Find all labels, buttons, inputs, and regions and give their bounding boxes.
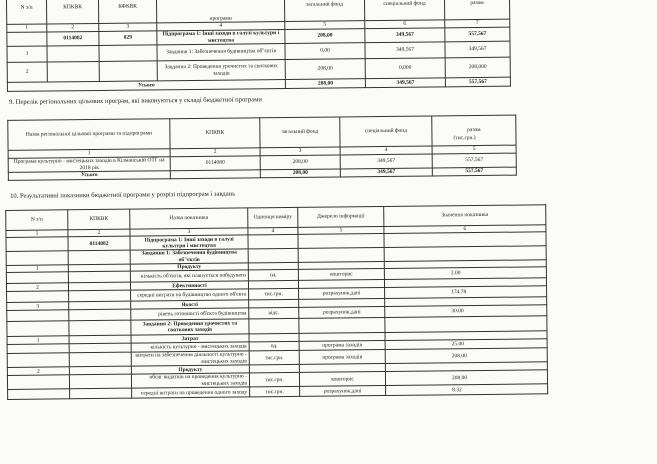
cell-name: Завдання 2: Проведення урочистих та святкових заходів — [131, 319, 249, 335]
col-header-unit: Одиниця виміру — [248, 207, 298, 228]
units-label: (тис.грн.) — [453, 135, 476, 142]
cell-special: 349,567 — [340, 154, 432, 169]
col-number: 6 — [365, 20, 445, 29]
cell-name: середні витрати на проведення одного заходу — [132, 387, 250, 398]
cell-num: 1 — [7, 46, 47, 62]
cell-kpkvk — [69, 320, 131, 336]
cell-num — [7, 321, 69, 337]
cell-name: Завдання 1: Забезпечення будівництва об"єктів — [157, 44, 285, 61]
cell-num: 3 — [7, 302, 69, 311]
cell-value: 2.00 — [384, 267, 546, 280]
cell-num — [6, 272, 68, 284]
cell-unit — [248, 235, 298, 250]
cell-general: 208,00 — [285, 59, 365, 80]
cell-num: 2 — [7, 367, 69, 376]
col-header-general: загальний фонд — [260, 117, 340, 148]
cell-name: Якості — [131, 300, 249, 309]
cell-source: розрахунок.дані — [300, 386, 386, 397]
cell-kpkvk: 0114082 — [47, 31, 99, 46]
col-header-special: спеціальний фонд — [364, 0, 444, 21]
col-header-special: спеціальний фонд — [340, 116, 432, 147]
col-header-kpkvk: КПКВК — [170, 118, 260, 149]
cell-name: кількість культурно - мистецьких заходів — [131, 342, 249, 352]
cell-num — [6, 237, 68, 252]
col-number: 3 — [260, 147, 340, 156]
col-number: 4 — [248, 227, 298, 235]
col-number: 3 — [130, 228, 248, 237]
cell-source: кошторис — [298, 269, 384, 281]
cell-kpkvk — [68, 271, 130, 283]
cell-num — [6, 251, 68, 265]
cell-source: програма заходів — [299, 341, 385, 351]
cell-value: 25.00 — [385, 339, 547, 350]
col-header-general: загальний фонд — [284, 0, 364, 22]
total-total: 557,567 — [445, 77, 510, 87]
cell-unit: тис.грн. — [249, 351, 299, 366]
col-number: 2 — [68, 229, 130, 237]
cell-total: 349,567 — [445, 41, 510, 58]
cell-value — [385, 316, 547, 333]
cell-value: 30.00 — [385, 305, 547, 318]
col-header-name: програми — [156, 0, 284, 23]
col-number: 7 — [445, 19, 510, 28]
cell-name: Завдання 1: Забезпечення будівництва об"єктів — [130, 249, 248, 264]
cell-name: Підпрограма 1: Інші заходи в галузі культури і мистецтва — [130, 235, 248, 250]
cell-name: рівень готовності об'єкта будівництва — [131, 308, 249, 320]
col-number: 4 — [340, 146, 432, 155]
col-header-total: разом — [444, 0, 509, 20]
cell-num: 1 — [6, 265, 68, 273]
col-number: 1 — [7, 24, 47, 32]
cell-num — [7, 353, 69, 368]
cell-unit — [248, 249, 298, 263]
cell-total: 208,000 — [445, 57, 510, 78]
col-number: 1 — [8, 149, 170, 159]
cell-special: 349,567 — [365, 28, 445, 43]
col-number: 5 — [298, 226, 384, 234]
cell-name: Продукту — [130, 263, 248, 272]
cell-name: Завдання 2: Проведення урочистих та святкових заходів — [157, 60, 285, 81]
cell-source: розрахунок.дані — [299, 307, 385, 319]
col-number: 1 — [6, 230, 68, 238]
cell-special: 349,567 — [365, 42, 445, 59]
cell-general: 0,00 — [285, 43, 365, 60]
cell-source — [299, 318, 385, 334]
col-number: 3 — [99, 23, 157, 32]
cell-kpkvk — [69, 290, 131, 302]
cell-num: 2 — [7, 62, 47, 82]
indicator-rows — [6, 232, 548, 400]
cell-unit — [249, 319, 299, 335]
table-expenditure-by-subprogram — [6, 0, 511, 92]
cell-num — [8, 389, 70, 400]
col-header-kfkvk: КФКВК — [98, 0, 156, 23]
cell-num: 1 — [7, 336, 69, 345]
cell-general: 208,00 — [260, 155, 340, 170]
col-header-num: N з/п — [6, 210, 68, 231]
cell-unit: тис.грн. — [249, 373, 299, 388]
cell-unit: од. — [248, 270, 298, 282]
col-number: 2 — [47, 23, 99, 32]
cell-name: Підпрограма 1: Інші заходи в галузі культури і мистецтва — [157, 30, 285, 45]
cell-source: кошторис — [299, 372, 385, 387]
cell-kpkvk — [47, 61, 99, 82]
cell-source: розрахунок.дані — [299, 288, 385, 300]
total-special: 349,567 — [365, 78, 445, 88]
total-label: Усього — [7, 80, 285, 92]
cell-kpkvk: 0114082 — [68, 236, 130, 251]
total-special: 349,567 — [340, 168, 432, 177]
col-number: 2 — [170, 148, 260, 157]
cell-num — [7, 32, 47, 46]
col-header-total: разом — [432, 115, 516, 146]
cell-kfkvk: 829 — [99, 31, 157, 46]
col-header-kpkvk: КПКВК — [46, 0, 98, 24]
cell-name: витрати на забезпечення діяльності культурно - мистецьких заходів — [131, 351, 249, 366]
col-header-name: Назва показника — [130, 208, 248, 229]
col-header-source: Джерело інформації — [298, 206, 384, 227]
cell-program-name: Програма культурно - мистецьких заходів в Кілманській ОТГ на 2018 рік — [8, 157, 170, 173]
cell-num — [7, 375, 69, 390]
total-general: 208,00 — [285, 79, 365, 89]
cell-general: 208,00 — [285, 29, 365, 44]
cell-source — [298, 234, 384, 249]
cell-unit: од. — [249, 342, 299, 352]
cell-value: 208.00 — [385, 348, 547, 364]
cell-value: 208.00 — [385, 370, 547, 386]
cell-kpkvk: 0114080 — [170, 156, 260, 171]
cell-kpkvk — [70, 388, 132, 399]
cell-num — [7, 291, 69, 303]
cell-num — [7, 310, 69, 322]
cell-num: 2 — [6, 283, 68, 292]
cell-total: 557,567 — [432, 153, 516, 168]
cell-kpkvk — [47, 45, 99, 62]
col-header-value: Значення показника — [384, 205, 546, 227]
col-number: 6 — [384, 225, 546, 234]
total-empty — [170, 170, 260, 179]
cell-total: 557,567 — [445, 27, 510, 42]
col-header-kpkvk: КПКВК — [68, 209, 130, 230]
cell-name: обсяг видатків на проведення культурно - мистецьких заходів — [131, 373, 249, 388]
cell-kfkvk — [99, 45, 157, 62]
cell-source — [298, 248, 384, 262]
cell-value: 8.32 — [386, 384, 548, 396]
cell-kpkvk — [68, 250, 130, 264]
cell-value: 174.78 — [385, 286, 547, 299]
col-number: 4 — [157, 22, 285, 31]
cell-name: кількість об'єктів, які планується побудувати — [130, 270, 248, 282]
total-total: 557,567 — [432, 167, 516, 176]
cell-special: 0,000 — [365, 58, 445, 79]
total-label: Усього — [8, 171, 170, 181]
cell-kpkvk — [69, 352, 131, 367]
cell-name: Ефективності — [130, 281, 248, 290]
cell-source: програма заходів — [299, 350, 385, 365]
cell-kpkvk — [69, 374, 131, 389]
cell-unit: відс. — [249, 308, 299, 320]
cell-name: Затрат — [131, 334, 249, 343]
col-number: 5 — [285, 21, 365, 30]
table-regional-programs — [7, 115, 517, 181]
cell-unit: тис.грн. — [249, 289, 299, 301]
cell-kfkvk — [99, 61, 157, 82]
col-header-name: Назва регіональної цільової програми та підпрограми — [8, 119, 170, 151]
section-9-heading: 9. Перелік регіональних цільових програм, які виконуються у складі бюджетної програми — [9, 96, 262, 106]
section-10-heading: 10. Результативні показники бюджетної програми у розрізі підпрограм і завдань — [10, 190, 236, 200]
cell-kpkvk — [69, 309, 131, 321]
cell-name: Продукту — [131, 365, 249, 374]
col-header-num: N з/п — [6, 0, 46, 24]
cell-name: середні витрати на будівництво одного об'єкта — [131, 289, 249, 301]
cell-unit: тис.грн. — [250, 387, 300, 398]
table-performance-indicators — [5, 204, 548, 400]
total-general: 208,00 — [260, 169, 340, 178]
col-number: 5 — [432, 145, 516, 154]
